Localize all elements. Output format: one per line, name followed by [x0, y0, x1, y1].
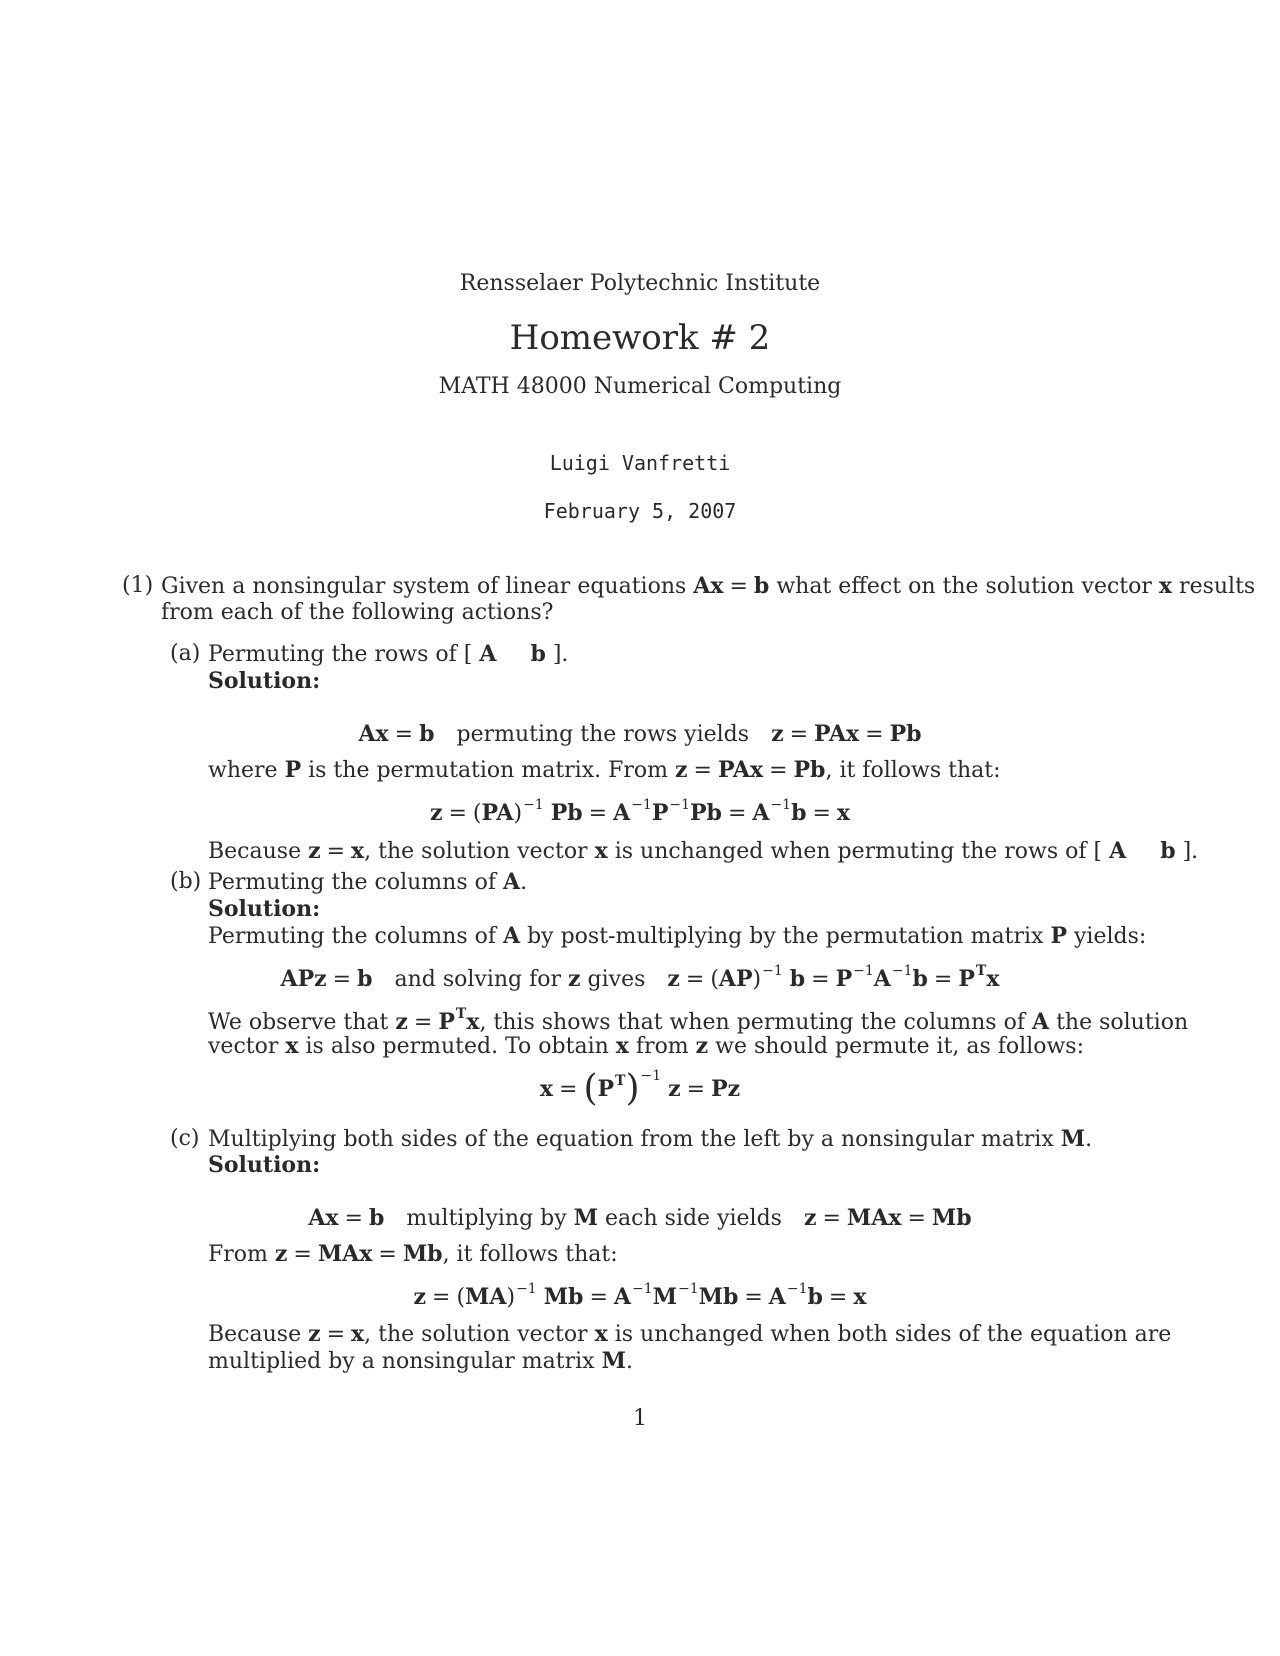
part-c-text: Multiplying both sides of the equation from the left by a nonsingular matrix M. — [208, 1126, 1093, 1152]
author: Luigi Vanfretti — [549, 451, 731, 475]
part-b-label: (b) — [170, 869, 202, 894]
part-b-text: Permuting the columns of A. — [208, 869, 528, 895]
part-a-solution-label: Solution: — [208, 668, 321, 694]
part-c-equation-1: Ax = b multiplying by M each side yields z = MAx = Mb — [308, 1205, 972, 1231]
part-b-observation-1: We observe that $z = P^Tx$, this shows that when permuting the columns of A the solution — [208, 1006, 1189, 1035]
part-a-equation-1: Ax = b permuting the rows yields z = PAx = Pb — [358, 721, 922, 747]
page-title: Homework # 2 — [509, 318, 771, 358]
part-b-equation-1: APz = b and solving for z gives z = (AP)$^{-1}$ $b = P^{-1}A^{-1}b = P^Tx$ — [280, 963, 1000, 992]
part-a-equation-2: z = (PA)$^{-1}$ $Pb = A^{-1}P^{-1}Pb = A^{-1}b = x$ — [429, 797, 851, 826]
part-a-label: (a) — [170, 641, 201, 666]
part-b-line-1: Permuting the columns of A by post-multiplying by the permutation matrix P yields: — [208, 923, 1147, 949]
date: February 5, 2007 — [543, 499, 737, 523]
part-a-text: Permuting the rows of [ A b ]. — [208, 641, 569, 667]
part-b-solution-label: Solution: — [208, 896, 321, 922]
page-number: 1 — [633, 1406, 647, 1431]
course-name: MATH 48000 Numerical Computing — [438, 374, 842, 399]
part-b-observation-2: vector x is also permuted. To obtain x from z we should permute it, as follows: — [208, 1033, 1085, 1059]
problem-intro-line2: from each of the following actions? — [161, 600, 554, 625]
part-c-label: (c) — [170, 1126, 200, 1151]
part-c-equation-2: z = (MA)$^{-1}$ $Mb = A^{-1}M^{-1}Mb = A^{-1}b = x$ — [413, 1281, 867, 1310]
problem-number: (1) — [122, 573, 154, 598]
part-c-conclusion-1: Because z = x, the solution vector x is unchanged when both sides of the equation are — [208, 1321, 1172, 1347]
part-a-conclusion: Because z = x, the solution vector x is unchanged when permuting the rows of [ A b ]. — [208, 838, 1199, 864]
problem-intro-line1: Given a nonsingular system of linear equations Ax = b what effect on the solution vector x results — [161, 573, 1256, 599]
part-c-from-line: From z = MAx = Mb, it follows that: — [208, 1241, 618, 1267]
part-c-conclusion-2: multiplied by a nonsingular matrix M. — [208, 1348, 633, 1374]
part-a-where-line: where P is the permutation matrix. From z = PAx = Pb, it follows that: — [208, 757, 1001, 783]
part-b-equation-2: $x = (P^T)^{-1}$ z = Pz — [539, 1068, 741, 1109]
part-c-solution-label: Solution: — [208, 1152, 321, 1178]
institution: Rensselaer Polytechnic Institute — [459, 271, 821, 296]
